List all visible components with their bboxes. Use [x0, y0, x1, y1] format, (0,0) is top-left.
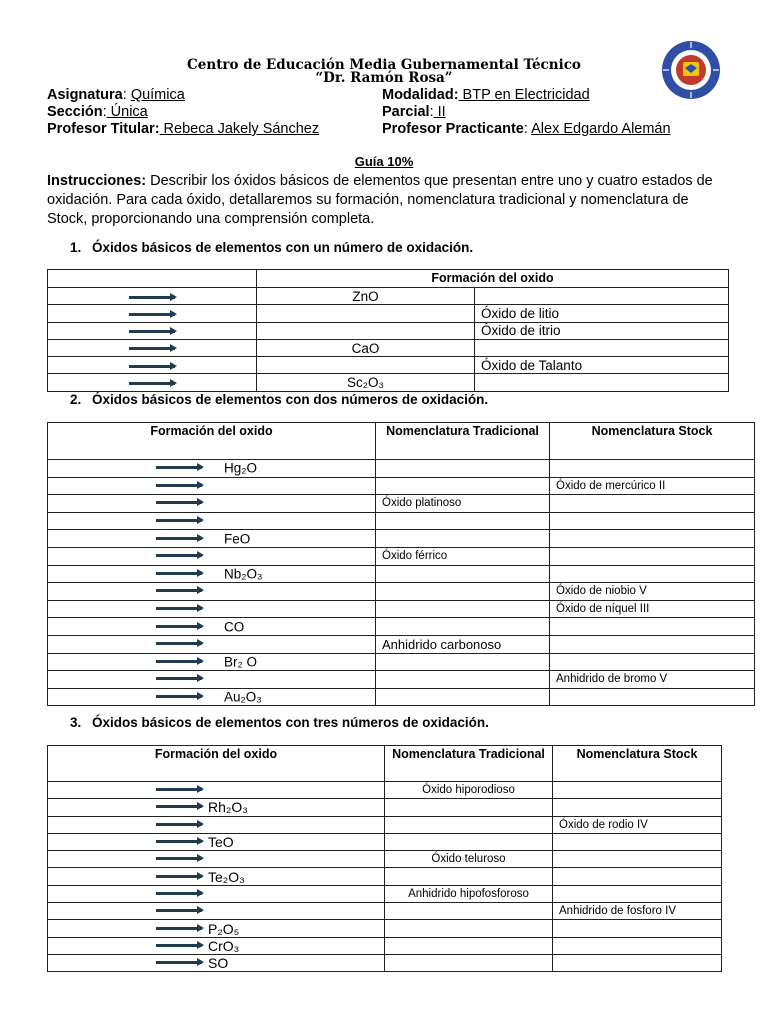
stock-cell[interactable] [553, 868, 722, 885]
traditional-cell[interactable] [376, 565, 550, 583]
formation-header: Formación del oxido [48, 423, 376, 460]
reaction-arrow-icon [156, 519, 202, 522]
school-seal-icon [661, 40, 721, 100]
stock-cell[interactable] [550, 653, 755, 671]
traditional-cell[interactable] [376, 460, 550, 478]
table-row [48, 903, 722, 920]
formula-cell[interactable]: ZnO [257, 288, 475, 305]
section-3-title: 3. Óxidos básicos de elementos con tres números de oxidación. [70, 715, 489, 730]
formula-text[interactable]: TeO [208, 834, 234, 851]
name-cell[interactable] [475, 288, 729, 305]
table-row [48, 816, 722, 833]
traditional-cell[interactable] [385, 903, 553, 920]
reaction-arrow-icon [129, 330, 175, 333]
table-row [48, 851, 722, 868]
reaction-arrow-icon [156, 909, 202, 912]
formula-text[interactable]: CrO₃ [208, 937, 240, 954]
formula-text[interactable]: Br₂ O [224, 654, 257, 670]
reaction-arrow-icon [156, 677, 202, 680]
traditional-cell[interactable] [376, 530, 550, 548]
name-cell[interactable] [475, 339, 729, 356]
stock-cell[interactable]: Anhidrido de fosforo IV [553, 903, 722, 920]
reaction-arrow-icon [156, 642, 202, 645]
name-cell[interactable]: Óxido de Talanto [475, 357, 729, 374]
table-row [48, 547, 755, 565]
formula-text[interactable]: Hg₂O [224, 460, 257, 476]
traditional-cell[interactable] [376, 653, 550, 671]
reaction-arrow-icon [156, 589, 202, 592]
table-row [48, 565, 755, 583]
table-row [48, 618, 755, 636]
stock-header: Nomenclatura Stock [553, 746, 722, 782]
reaction-arrow-icon [129, 313, 175, 316]
traditional-cell[interactable]: Anhidrido hipofosforoso [385, 885, 553, 902]
practicante-field: Profesor Practicante: Alex Edgardo Alemán [382, 121, 671, 137]
traditional-cell[interactable] [385, 954, 553, 971]
formula-text[interactable]: Te₂O₃ [208, 868, 245, 885]
table-row [48, 374, 729, 391]
school-name: “Dr. Ramón Rosa” [315, 70, 453, 86]
formula-cell[interactable] [257, 322, 475, 339]
table-row [48, 583, 755, 601]
table-row [48, 653, 755, 671]
profesor-field: Profesor Titular: Rebeca Jakely Sánchez [47, 121, 320, 137]
stock-cell[interactable]: Anhidrido de bromo V [550, 671, 755, 689]
section-1-title: 1. Óxidos básicos de elementos con un número de oxidación. [70, 240, 474, 255]
stock-cell[interactable] [553, 799, 722, 816]
table-row [48, 477, 755, 495]
traditional-header: Nomenclatura Tradicional [376, 423, 550, 460]
table-row [48, 322, 729, 339]
stock-cell[interactable] [550, 618, 755, 636]
stock-cell[interactable] [553, 920, 722, 937]
name-cell[interactable]: Óxido de itrio [475, 322, 729, 339]
table-row [48, 799, 722, 816]
section-2-table [47, 422, 755, 706]
reaction-arrow-icon [129, 296, 175, 299]
traditional-cell[interactable] [376, 477, 550, 495]
table-row [48, 530, 755, 548]
formula-text[interactable]: Rh₂O₃ [208, 799, 248, 816]
formula-text[interactable]: CO [224, 619, 245, 635]
traditional-cell[interactable] [376, 618, 550, 636]
formula-text[interactable]: SO [208, 955, 229, 972]
formula-cell[interactable]: CaO [257, 339, 475, 356]
reaction-arrow-icon [156, 961, 202, 964]
reaction-arrow-icon [156, 537, 202, 540]
table-row [48, 357, 729, 374]
table-row [48, 671, 755, 689]
stock-cell[interactable] [553, 937, 722, 954]
table-row [48, 782, 722, 799]
stock-cell[interactable]: Óxido de níquel III [550, 600, 755, 618]
name-cell[interactable] [475, 374, 729, 391]
stock-cell[interactable] [550, 512, 755, 530]
name-cell[interactable]: Óxido de litio [475, 305, 729, 322]
reaction-arrow-icon [156, 892, 202, 895]
reaction-arrow-icon [129, 365, 175, 368]
formula-text[interactable]: Au₂O₃ [224, 689, 262, 705]
reaction-arrow-icon [156, 805, 202, 808]
table-row [48, 954, 722, 971]
reaction-arrow-icon [129, 347, 175, 350]
table-row [48, 868, 722, 885]
reaction-arrow-icon [156, 840, 202, 843]
formula-text[interactable]: P₂O₅ [208, 920, 240, 937]
table-row [48, 688, 755, 706]
reaction-arrow-icon [156, 944, 202, 947]
traditional-cell[interactable] [385, 920, 553, 937]
formula-cell[interactable]: Sc₂O₃ [257, 374, 475, 391]
school-title: Centro de Educación Media Gubernamental Técnico [187, 57, 581, 73]
stock-cell[interactable] [550, 547, 755, 565]
asignatura-field: Asignatura: Química [47, 87, 185, 103]
reaction-arrow-icon [156, 788, 202, 791]
table-row [48, 600, 755, 618]
reaction-arrow-icon [129, 382, 175, 385]
formula-text[interactable]: FeO [224, 531, 251, 547]
stock-cell[interactable]: Óxido de rodio IV [553, 816, 722, 833]
formula-text[interactable]: Nb₂O₃ [224, 566, 263, 582]
stock-cell[interactable]: Óxido de niobio V [550, 583, 755, 601]
formula-cell[interactable] [257, 305, 475, 322]
traditional-cell[interactable] [376, 583, 550, 601]
table-row [48, 920, 722, 937]
traditional-cell[interactable]: Óxido teluroso [385, 851, 553, 868]
reaction-arrow-icon [156, 857, 202, 860]
table-row [48, 937, 722, 954]
instructions: Instrucciones: Describir los óxidos básicos de elementos que presentan entre uno y cuatro estados de oxidación. Para cada óxido, detallaremos su formación, nomenclatura tradicional y nomenclatura de Stock, proporcionando una comprensión completa. [47, 173, 713, 227]
reaction-arrow-icon [156, 875, 202, 878]
stock-cell[interactable] [553, 833, 722, 850]
stock-cell[interactable]: Óxido de mercúrico II [550, 477, 755, 495]
section-1-table [47, 269, 729, 392]
stock-cell[interactable] [553, 782, 722, 799]
stock-cell[interactable] [550, 565, 755, 583]
section-3-table [47, 745, 722, 972]
stock-cell[interactable] [550, 530, 755, 548]
table-row [48, 512, 755, 530]
stock-cell[interactable] [553, 851, 722, 868]
reaction-arrow-icon [156, 554, 202, 557]
table-row [48, 885, 722, 902]
traditional-cell[interactable] [376, 600, 550, 618]
traditional-cell[interactable] [376, 671, 550, 689]
stock-cell[interactable] [550, 635, 755, 653]
traditional-cell[interactable] [385, 799, 553, 816]
table-row [48, 305, 729, 322]
reaction-arrow-icon [156, 927, 202, 930]
formation-header: Formación del oxido [48, 746, 385, 782]
formula-cell[interactable] [257, 357, 475, 374]
reaction-arrow-icon [156, 695, 202, 698]
reaction-arrow-icon [156, 607, 202, 610]
parcial-field: Parcial: II [382, 104, 446, 120]
stock-cell[interactable] [553, 885, 722, 902]
stock-header: Nomenclatura Stock [550, 423, 755, 460]
traditional-cell[interactable] [385, 868, 553, 885]
table-row [48, 460, 755, 478]
formation-header: Formación del oxido [257, 270, 729, 288]
section-2-title: 2. Óxidos básicos de elementos con dos números de oxidación. [70, 392, 489, 407]
reaction-arrow-icon [156, 572, 202, 575]
seccion-field: Sección: Única [47, 104, 148, 120]
reaction-arrow-icon [156, 484, 202, 487]
stock-cell[interactable] [550, 460, 755, 478]
traditional-cell[interactable]: Óxido férrico [376, 547, 550, 565]
table-row [48, 635, 755, 653]
stock-cell[interactable] [550, 495, 755, 513]
reaction-arrow-icon [156, 625, 202, 628]
traditional-cell[interactable]: Óxido platinoso [376, 495, 550, 513]
traditional-cell[interactable] [376, 688, 550, 706]
table-row [48, 833, 722, 850]
reaction-arrow-icon [156, 823, 202, 826]
stock-cell[interactable] [550, 688, 755, 706]
traditional-cell[interactable] [385, 816, 553, 833]
traditional-header: Nomenclatura Tradicional [385, 746, 553, 782]
traditional-cell[interactable]: Óxido hiporodioso [385, 782, 553, 799]
reaction-arrow-icon [156, 501, 202, 504]
table-row [48, 339, 729, 356]
traditional-cell[interactable] [376, 512, 550, 530]
table-row [48, 495, 755, 513]
stock-cell[interactable] [553, 954, 722, 971]
reaction-arrow-icon [156, 660, 202, 663]
table-row [48, 288, 729, 305]
traditional-cell[interactable]: Anhidrido carbonoso [376, 635, 550, 653]
traditional-cell[interactable] [385, 833, 553, 850]
guia-title: Guía 10% [354, 154, 414, 169]
modalidad-field: Modalidad: BTP en Electricidad [382, 87, 590, 103]
traditional-cell[interactable] [385, 937, 553, 954]
reaction-arrow-icon [156, 466, 202, 469]
